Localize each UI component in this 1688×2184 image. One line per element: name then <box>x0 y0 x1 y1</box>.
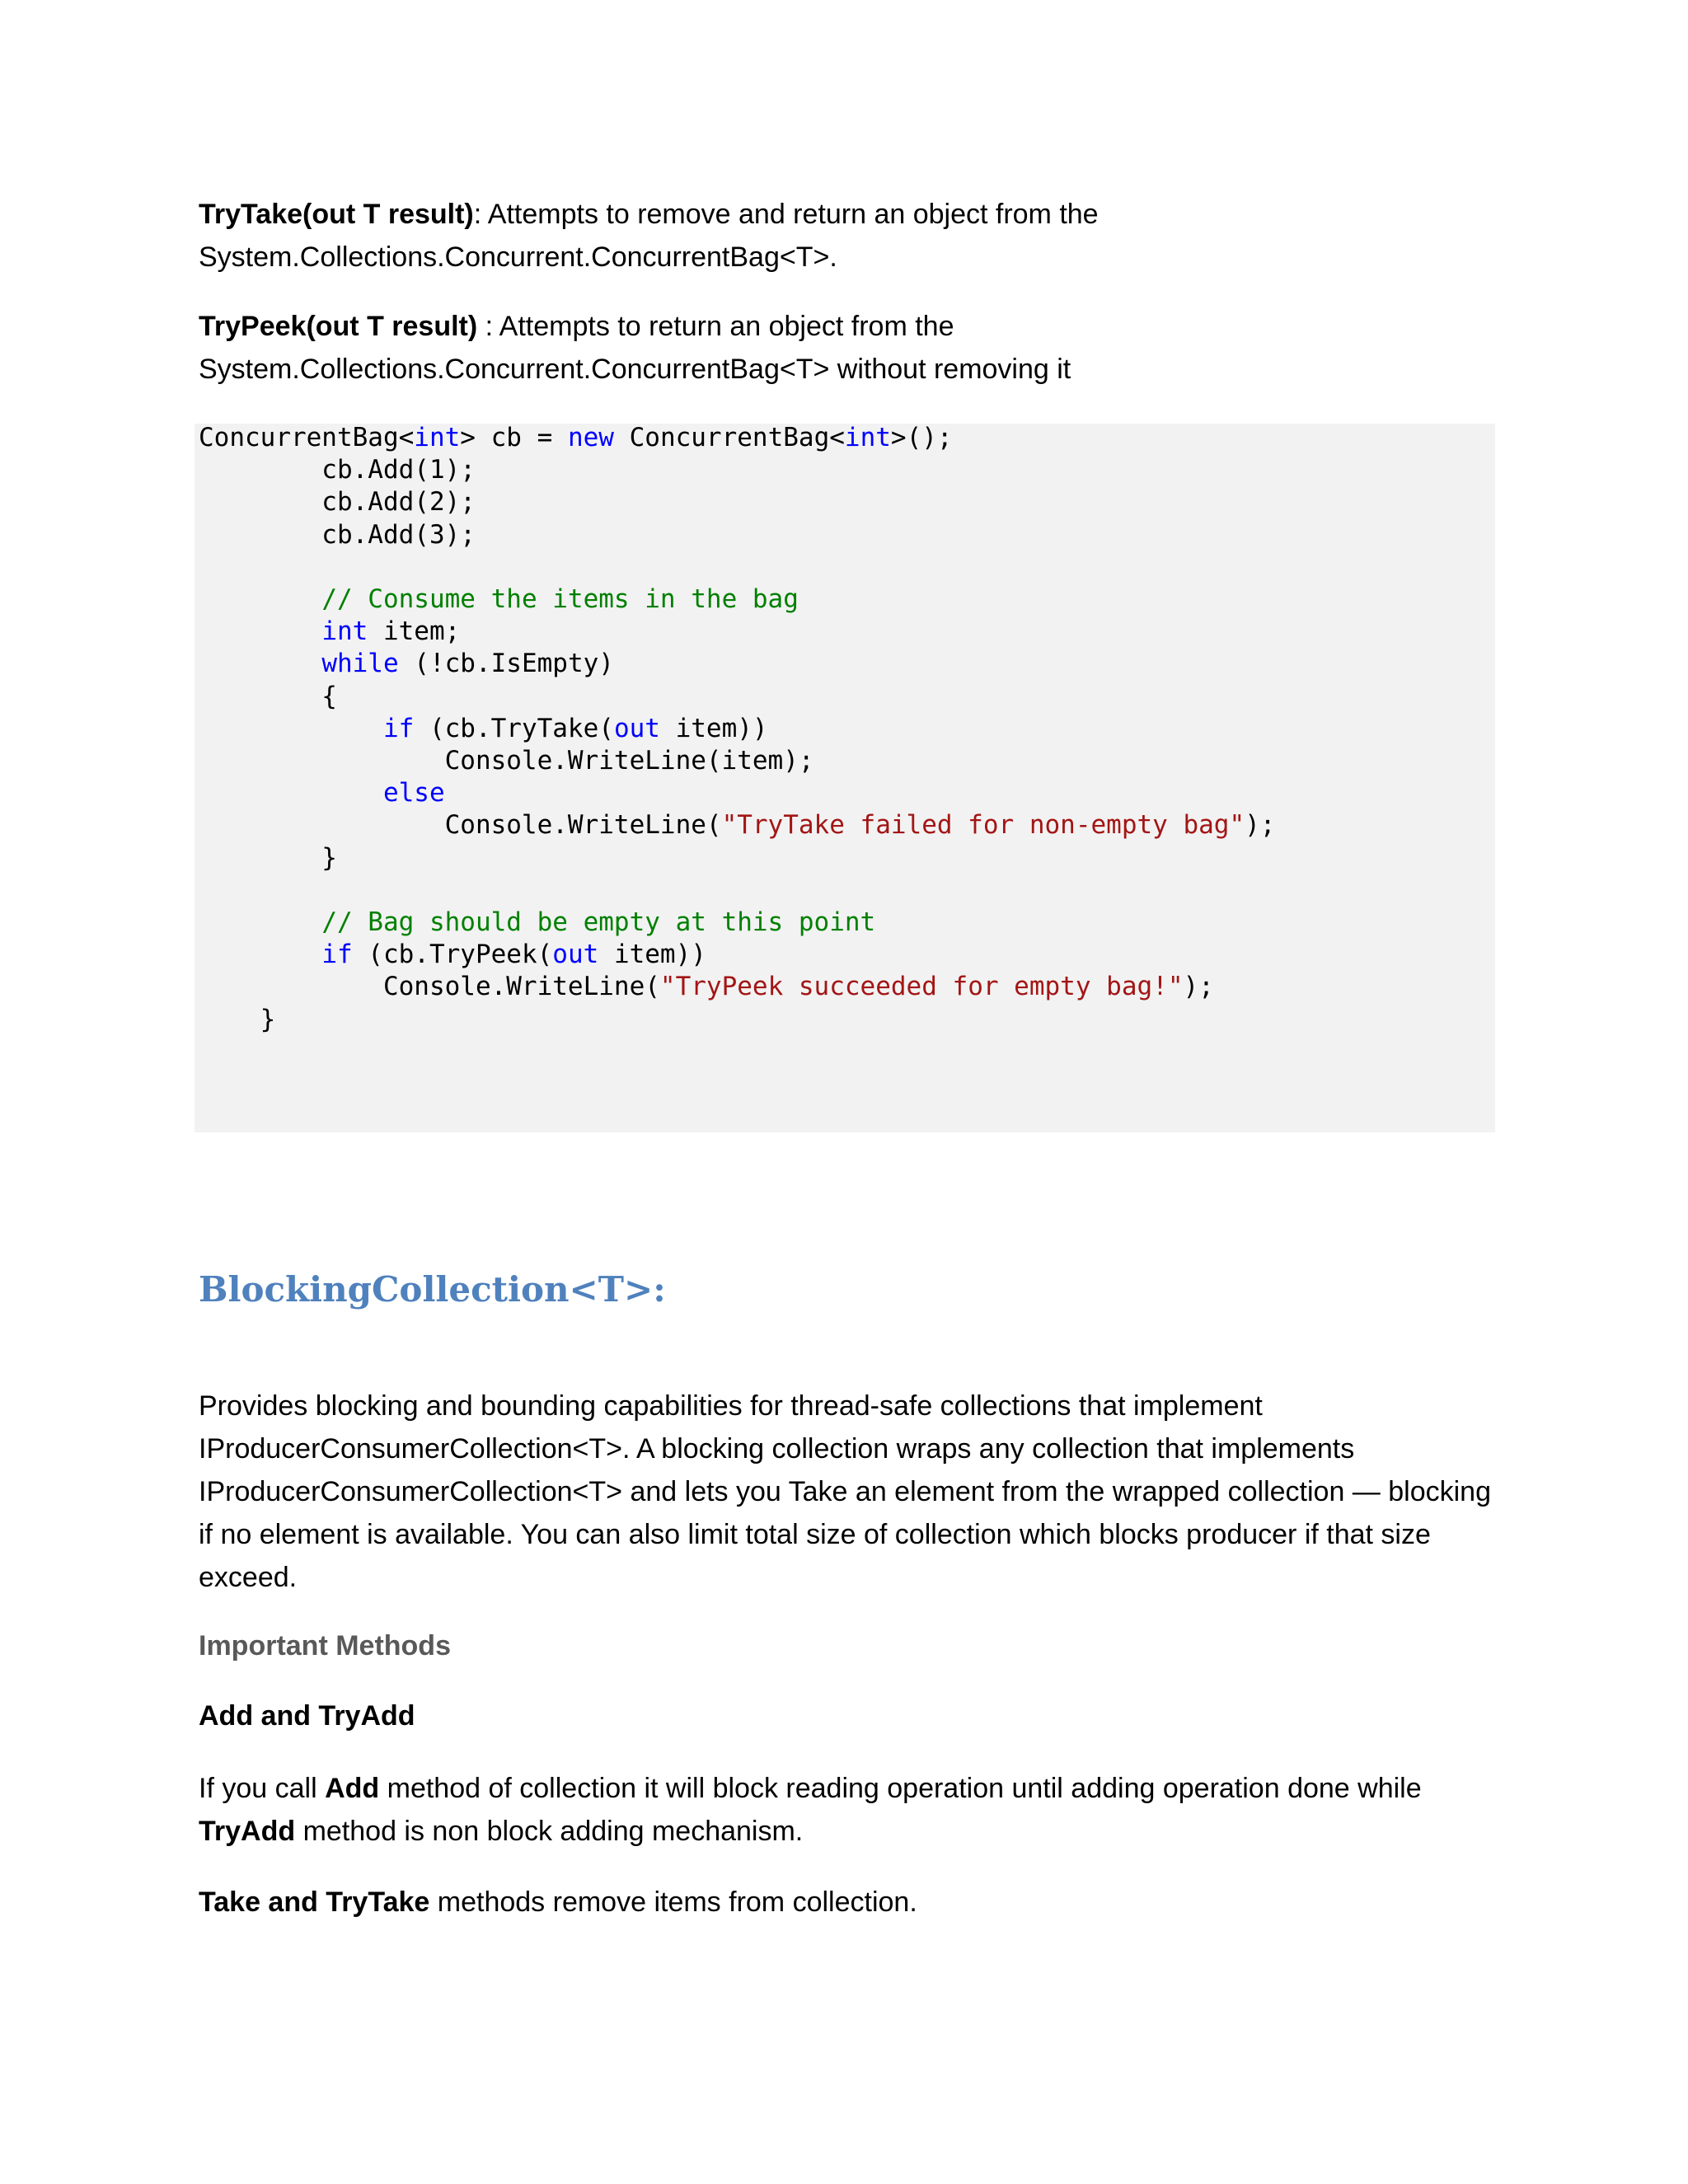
code-keyword: out <box>613 713 660 743</box>
code-keyword: if <box>321 940 353 970</box>
take-keyword: Take and TryTake <box>199 1886 430 1918</box>
code-text: Console.WriteLine( <box>199 810 722 841</box>
code-text: item)) <box>659 713 768 743</box>
code-text: cb.Add(1); <box>199 455 476 485</box>
code-text: { <box>199 681 337 711</box>
code-text <box>199 940 321 969</box>
code-text: (cb.TryTake( <box>414 713 614 743</box>
code-text: cb.Add(3); <box>199 519 476 550</box>
code-text: Console.WriteLine( <box>199 972 660 1002</box>
code-line <box>199 520 476 550</box>
code-keyword: out <box>552 940 599 970</box>
code-comment: // Consume the items in the bag <box>321 584 799 615</box>
add-tryadd-heading: Add and TryAdd <box>199 1700 415 1732</box>
code-line <box>199 584 799 614</box>
code-string: "TryPeek succeeded for empty bag!" <box>659 972 1184 1002</box>
code-text <box>199 616 321 646</box>
code-text: } <box>199 842 337 873</box>
add-keyword: Add <box>325 1773 380 1804</box>
code-keyword: new <box>567 423 614 452</box>
section-heading: BlockingCollection<T>: <box>199 1269 666 1310</box>
code-line <box>199 907 875 937</box>
code-line <box>199 972 1214 1001</box>
code-line <box>199 423 953 452</box>
add-description <box>199 1767 1493 1853</box>
code-text <box>199 649 321 678</box>
blocking-intro-paragraph: Provides blocking and bounding capabilities for thread-safe collections that implement IProducerConsumerCollection<T>. A blocking collection wraps any collection that implements IProducerConsumerCollection<T> and lets you Take an element from the wrapped collection — blocking if no element is available. You can also limit total size of collection which blocks producer if that size exceed. <box>199 1390 1491 1593</box>
code-keyword: while <box>321 649 399 679</box>
code-line <box>199 616 460 646</box>
add-text-2: method of collection it will block reading operation until adding operation done while <box>379 1773 1422 1804</box>
code-comment: // Bag should be empty at this point <box>321 907 876 938</box>
code-keyword: int <box>414 423 461 452</box>
code-text <box>199 907 321 937</box>
important-methods-heading: Important Methods <box>199 1630 451 1661</box>
code-line <box>199 682 337 711</box>
code-text: ConcurrentBag< <box>613 423 845 452</box>
code-text: Console.WriteLine(item); <box>199 746 814 776</box>
code-text: item)) <box>598 940 706 970</box>
trytake-text: : Attempts to remove and return an object from the System.Collections.Concurrent.ConcurrentBag<T>. <box>199 199 1099 273</box>
code-keyword: int <box>321 616 368 647</box>
take-description <box>199 1881 1493 1924</box>
trytake-description <box>199 193 1493 279</box>
trypeek-description <box>199 305 1493 391</box>
code-line <box>199 778 445 808</box>
code-line <box>199 714 768 743</box>
code-text: item; <box>368 616 461 647</box>
code-text: cb.Add(2); <box>199 487 476 518</box>
code-line <box>199 843 337 873</box>
code-text: ConcurrentBag< <box>199 423 415 452</box>
code-keyword: else <box>382 778 445 808</box>
code-line <box>199 746 814 776</box>
trypeek-text: : Attempts to return an object from the System.Collections.Concurrent.ConcurrentBag<T> without removing it <box>199 311 1071 385</box>
take-text: methods remove items from collection. <box>429 1886 917 1918</box>
code-line <box>199 487 476 517</box>
code-text: (cb.TryPeek( <box>352 940 553 970</box>
add-text-3: method is non block adding mechanism. <box>295 1816 804 1847</box>
code-keyword: if <box>382 713 415 743</box>
code-keyword: int <box>844 423 891 452</box>
trytake-method-name: TryTake(out T result) <box>199 199 474 230</box>
code-text: > cb = <box>460 423 568 452</box>
code-line <box>199 649 614 678</box>
code-text: } <box>199 1004 276 1034</box>
code-text <box>199 584 321 614</box>
code-line <box>199 940 706 969</box>
code-text: (!cb.IsEmpty) <box>398 649 614 679</box>
code-text: >(); <box>890 423 953 452</box>
add-text-1: If you call <box>199 1773 326 1804</box>
code-line <box>199 810 1275 840</box>
code-text: ); <box>1183 972 1214 1002</box>
trypeek-method-name: TryPeek(out T result) <box>199 311 478 342</box>
code-line <box>199 1005 275 1034</box>
code-string: "TryTake failed for non-empty bag" <box>721 810 1245 841</box>
code-block <box>199 422 1275 1036</box>
tryadd-keyword: TryAdd <box>199 1816 296 1847</box>
code-text <box>199 714 383 743</box>
code-text <box>199 778 383 808</box>
code-text: ); <box>1245 810 1276 841</box>
code-line <box>199 455 476 485</box>
